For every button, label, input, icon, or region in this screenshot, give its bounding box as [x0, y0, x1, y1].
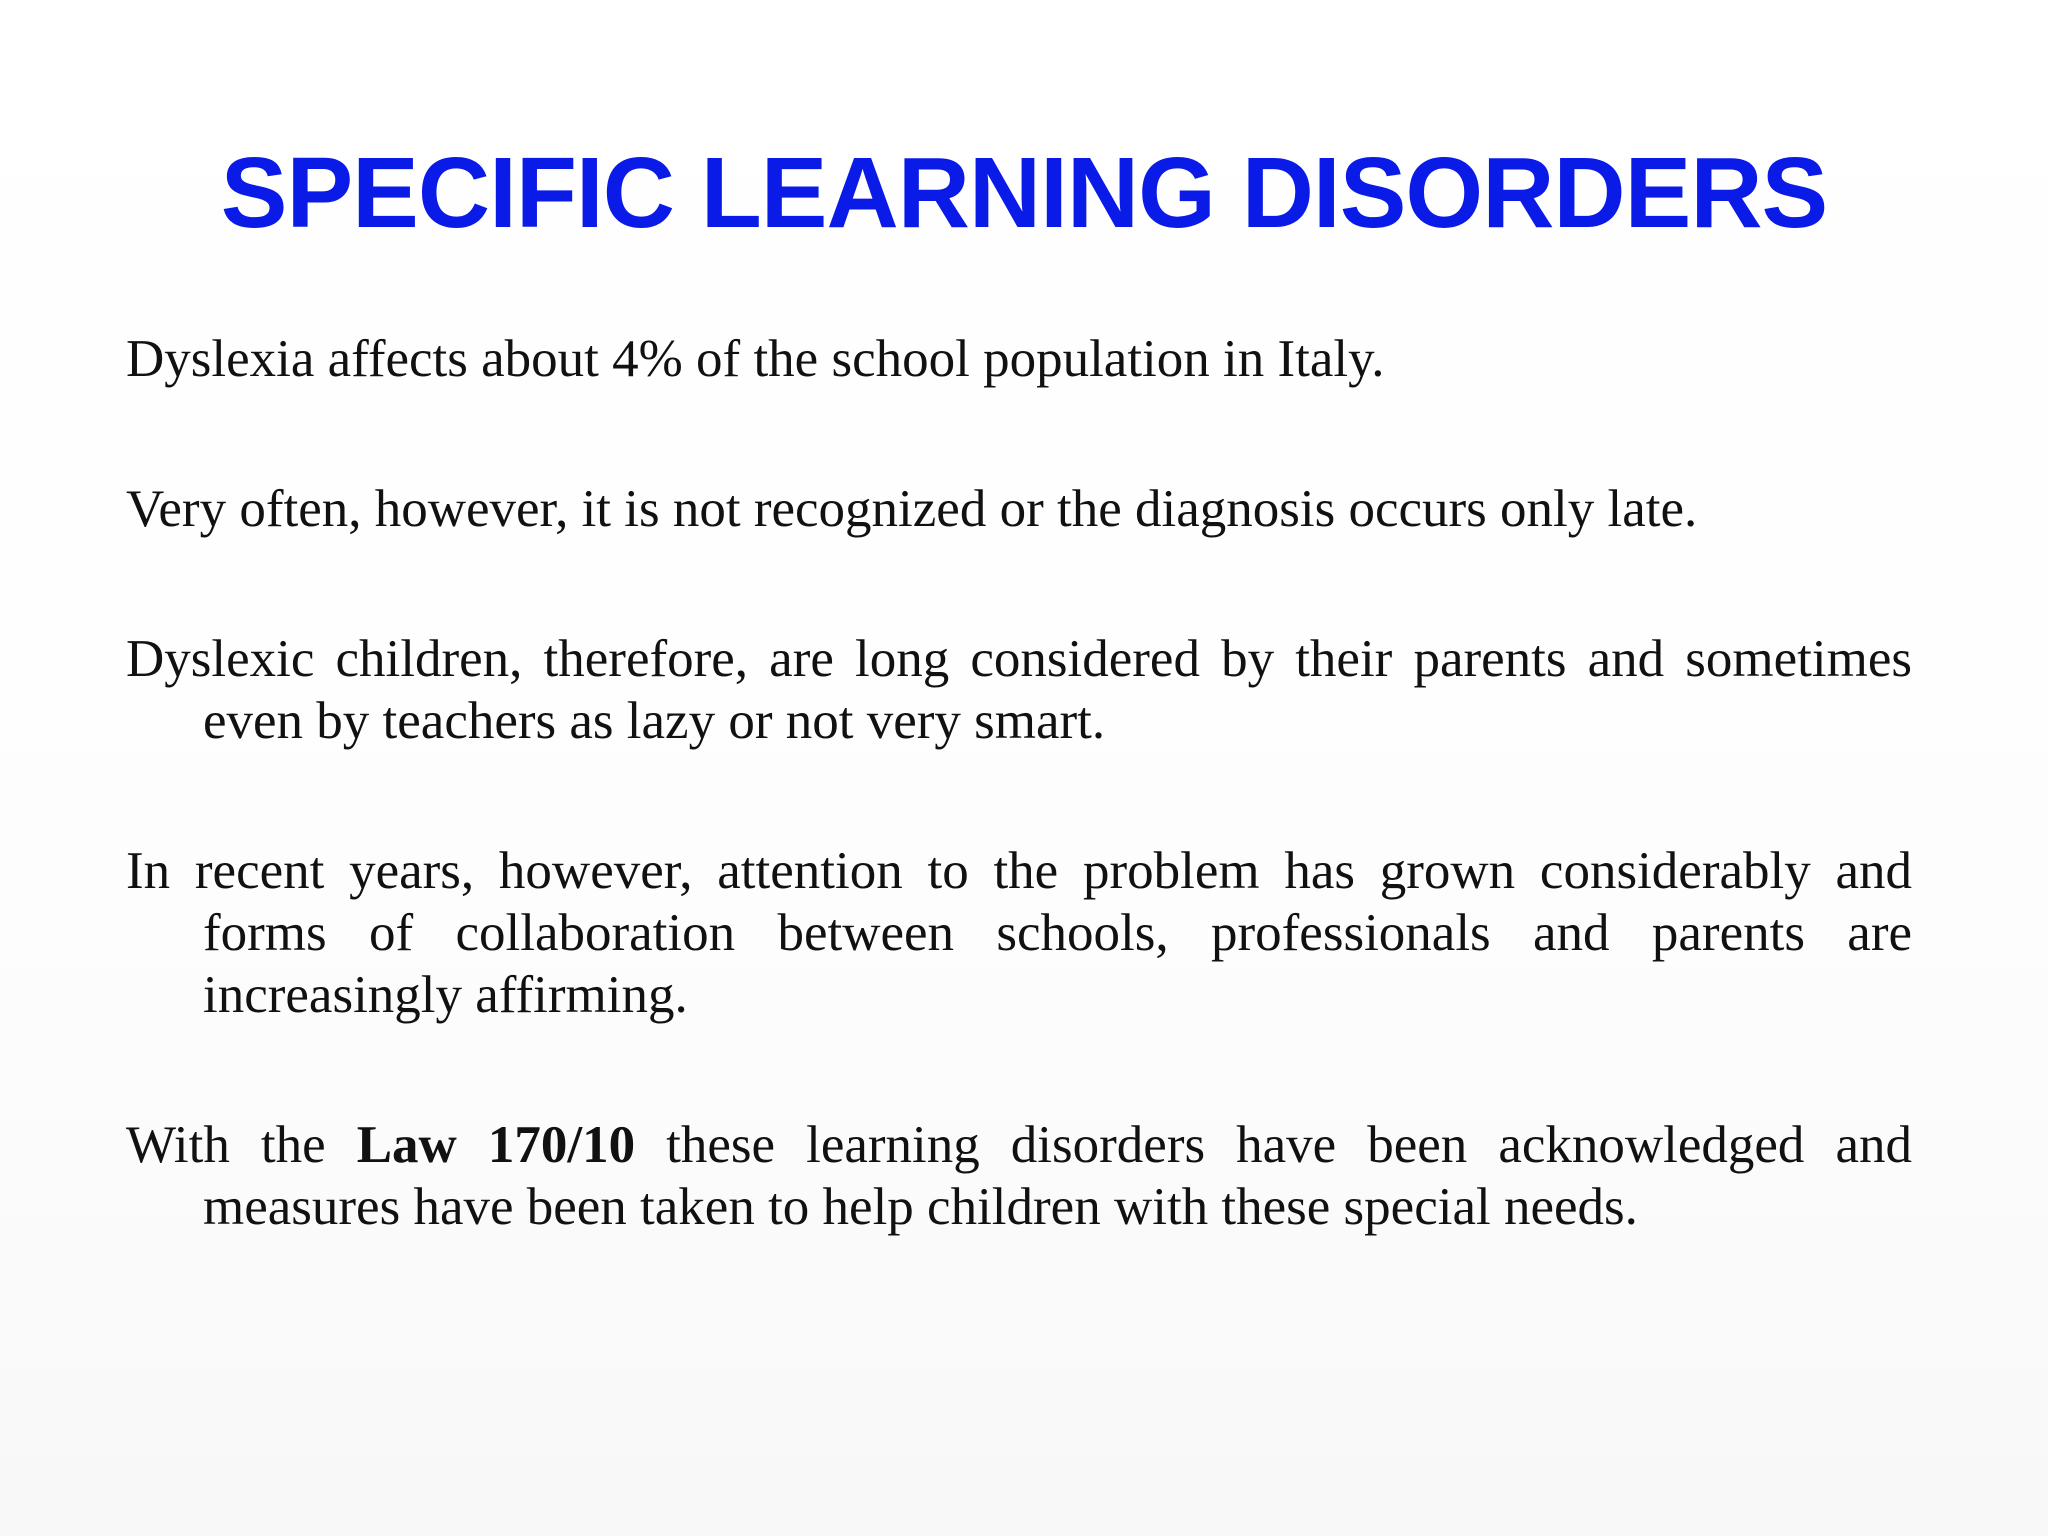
paragraph-late-diagnosis: Very often, however, it is not recognized or the diagnosis occurs only late.: [126, 480, 1698, 538]
law-text-before: With the: [126, 1116, 357, 1174]
paragraph-collaboration: In recent years, however, attention to the problem has grown considerably and forms of collaboration between schools, professionals and parents are increasingly affirming.: [126, 842, 1912, 1024]
paragraph-law: [126, 1114, 1912, 1238]
law-text-after: these learning disorders have been acknowledged and measures have been taken to help children with these special needs.: [203, 1116, 1912, 1236]
law-reference: Law 170/10: [356, 1116, 636, 1174]
paragraph-dyslexia-prevalence: Dyslexia affects about 4% of the school population in Italy.: [126, 330, 1385, 388]
paragraph-perception: Dyslexic children, therefore, are long considered by their parents and sometimes even by teachers as lazy or not very smart.: [126, 630, 1912, 750]
slide-title: SPECIFIC LEARNING DISORDERS: [220, 137, 1828, 249]
slide-body: [126, 328, 1912, 1326]
